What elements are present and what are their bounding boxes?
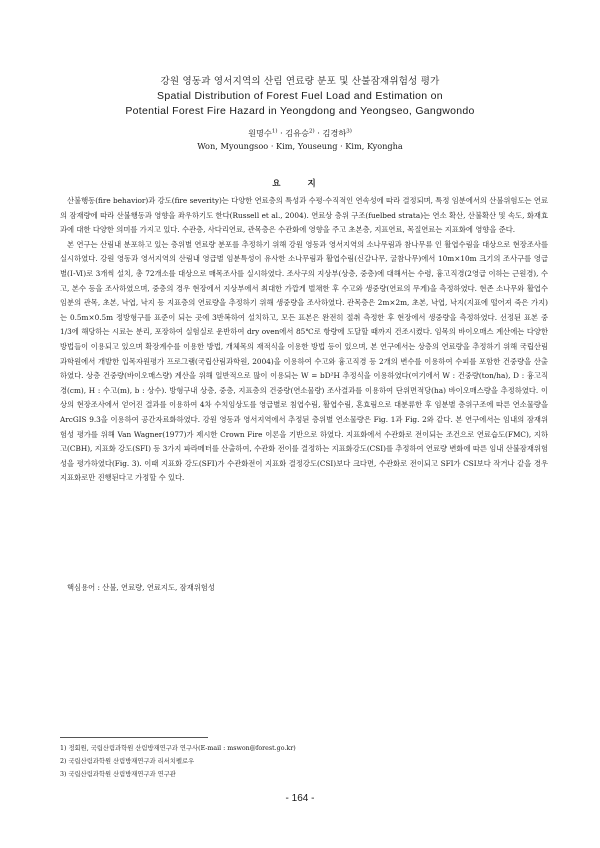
paper-title-english-line-1: Spatial Distribution of Forest Fuel Load and Estimation on [157,90,443,102]
abstract-heading: 요 지 [272,179,328,189]
page-number: - 164 - [285,793,315,804]
abstract-paragraph: 산불행동(fire behavior)과 강도(fire severity)는 다양한 연료층의 특성과 수평·수직적인 연속성에 따라 결정되며, 특정 임분에서의 산불위험도는 연료의 잠재량에 따라 산불행동과 영향을 좌우하기도 한다(Russell et al., 2004). 연료상 층위 구조(fuelbed strata)는 연소 확산, 산불확산 및 속도, 화재효과에 대한 다양한 의미를 가지고 있다. 수관층, 사다리연료, 관목층은 수관화에 영향을 주고 초본층, 지표연료, 목질연료는 지표화에 영향을 준다. [60,196,548,235]
abstract-body [60,194,548,486]
footnote-divider [60,737,208,738]
footnote-marker: 1) [271,128,278,135]
authors-english: Won, Myoungsoo · Kim, Youseung · Kim, Kyongha [197,141,403,151]
footnote-item: 3) 국립산림과학원 산림방재연구과 연구관 [60,771,176,778]
footnote-item: 1) 정회원, 국립산림과학원 산림방재연구과 연구사(E-mail : mswon@forest.go.kr) [60,745,296,752]
author-separator: · [314,128,323,138]
footnotes [60,742,540,781]
author-name: 원명수 [248,128,272,138]
author-name: 김경하 [322,128,347,138]
footnote-marker: 3) [346,128,352,135]
authors-korean [0,128,600,139]
abstract-paragraph: 본 연구는 산림내 분포하고 있는 층위별 연료량 분포를 추정하기 위해 강원 영동과 영서지역의 소나무림과 참나무류 인 활엽수림을 대상으로 현장조사를 실시하였다. 강원 영동과 영서지역의 산림내 영급별 임분특성이 유사한 소나무림과 활엽수림(신갈나무, 굴참나무)에서 10m×10m 크기의 조사구를 영급별(Ⅰ-Ⅵ)로 3개씩 설치, 총 72개소를 대상으로 매목조사를 실시하였다. 조사구의 지상부(상층, 중층)에 대해서는 수령, 흉고직경(2영급 이하는 근원경), 수고, 본수 등을 조사하였으며, 중층의 경우 현장에서 지상부에서 최대한 가깝게 벌채한 후 수고와 생중량(연료의 무게)을 측정하였다. 현존 소나무와 활엽수 임분의 관목, 초본, 낙엽, 낙지 등 지표층의 연료량을 추정하기 위해 생중량을 조사하였다. 관목층은 2m×2m, 초본, 낙엽, 낙지(지표에 떨어져 죽은 가지)는 0.5m×0.5m 정방형구를 표준이 되는 곳에 3반복하여 설치하고, 모든 표본은 완전히 절취 측정한 후 현장에서 생중량을 측정하였다. 선정된 표본 중 1/3에 해당하는 시료는 분리, 포장하여 실험실로 운반하여 dry oven에서 85℃로 항량에 도달할 때까지 건조시켰다. 임목의 바이오매스 계산에는 다양한 방법들이 이용되고 있으며 확장계수를 이용한 방법, 개체목의 재적식을 이용한 방법 등이 있으며, 본 연구에서는 상층의 연료량을 추정하기 위해 국립산림과학원에서 개발한 입목자원평가 프로그램(국립산림과학원, 2004)을 이용하여 수고와 흉고직경 등 2개의 변수를 이용하여 수피를 포함한 건중량을 산출하였다. 상층 건중량(바이오매스량) 계산을 위해 일반적으로 많이 이용되는 W = bD²H 추정식을 이용하였다(여기에서 W : 건중량(ton/ha), D : 흉고직경(cm), H : 수고(m), b : 상수). 방형구내 상층, 중층, 지표층의 건중량(연소물량) 조사결과를 이용하여 단위면적당(ha) 바이오매스량을 추정하였다. 이상의 현장조사에서 얻어진 결과를 이용하여 4차 수치임상도를 영급별로 침엽수림, 활엽수림, 혼효림으로 대분류한 후 임분별 층위구조에 따른 연소물량을 ArcGIS 9.3을 이용하여 공간자료화하였다. 강원 영동과 영서지역에서 추정된 층위별 연소물량은 Fig. 1과 Fig. 2와 같다. 본 연구에서는 임내의 잠재위험성 평가를 위해 Van Wagner(1977)가 제시한 Crown Fire 이론을 기반으로 하였다. 지표화에서 수관화로 전이되는 조건으로 연료습도(FMC), 지하고(CBH), 지표화 강도(SFI) 등 3가지 파라메터를 산출하여, 수관화 전이를 결정하는 지표화강도(CSI)를 추정하여 연료량 변화에 따른 임내 산불잠재위험성을 평가하였다(Fig. 3). 이때 지표화 강도(SFI)가 수관화전이 지표화 결정강도(CSI)보다 크다면, 수관화로 전이되고 SFI가 CSI보다 작거나 같을 경우 지표화로만 진행된다고 가정할 수 있다. [60,239,548,483]
paper-title-english-line-2: Potential Forest Fire Hazard in Yeongdong and Yeongseo, Gangwondo [125,105,475,117]
footnote-item: 2) 국립산림과학원 산림방재연구과 리서치펠로우 [60,758,195,765]
author-separator: · [277,128,286,138]
footnote-marker: 2) [309,128,315,135]
keywords: 핵심용어 : 산불, 연료량, 연료지도, 잠재위험성 [67,583,215,592]
paper-title-korean: 강원 영동과 영서지역의 산림 연료량 분포 및 산불잠재위험성 평가 [160,76,440,87]
author-name: 김유승 [285,128,310,138]
